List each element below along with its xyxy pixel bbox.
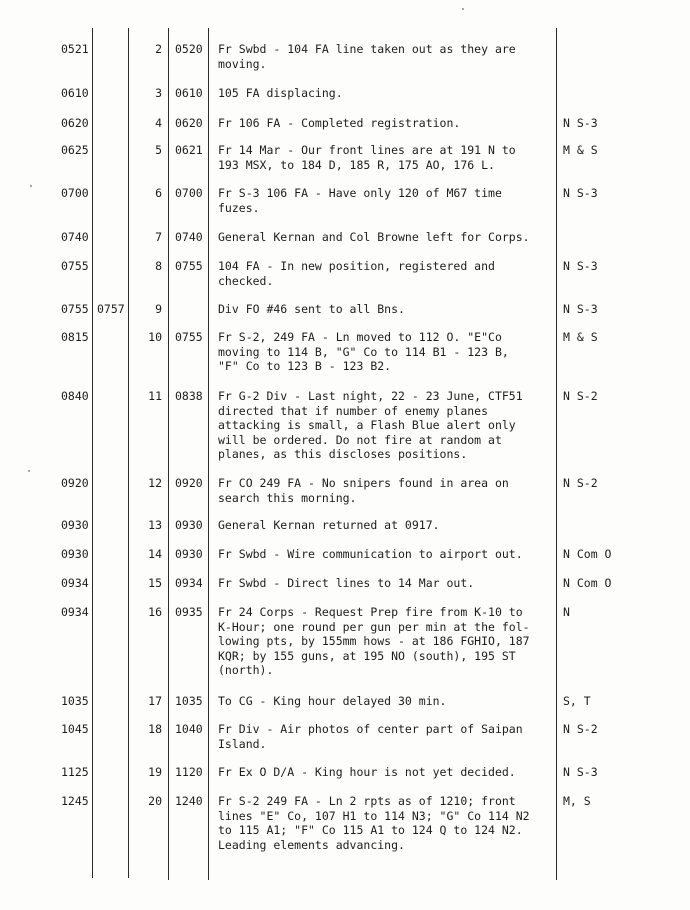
message-time: 0935: [175, 605, 203, 619]
serial-number: 13: [148, 518, 162, 532]
message-text: Fr Swbd - 104 FA line taken out as they are moving.: [218, 42, 516, 71]
message-time: 0838: [175, 389, 203, 403]
time-in: 0521: [61, 42, 89, 56]
message-time: 0920: [175, 476, 203, 490]
scan-speck: [30, 185, 32, 187]
serial-number: 9: [155, 302, 162, 316]
column-rule-2: [128, 28, 129, 878]
action-taken: N S-3: [563, 116, 598, 130]
action-taken: N S-3: [563, 765, 598, 779]
time-out: 0757: [97, 302, 125, 316]
message-time: 0930: [175, 518, 203, 532]
action-taken: N Com O: [563, 547, 612, 561]
serial-number: 17: [148, 694, 162, 708]
message-time: 0621: [175, 143, 203, 157]
time-in: 0755: [61, 302, 89, 316]
message-time: 0934: [175, 576, 203, 590]
message-text: Fr 106 FA - Completed registration.: [218, 116, 461, 130]
message-time: 0700: [175, 186, 203, 200]
serial-number: 19: [148, 765, 162, 779]
action-taken: M, S: [563, 794, 591, 808]
time-in: 0625: [61, 143, 89, 157]
action-taken: N S-3: [563, 259, 598, 273]
serial-number: 7: [155, 230, 162, 244]
message-time: 1240: [175, 794, 203, 808]
serial-number: 6: [155, 186, 162, 200]
action-taken: N Com O: [563, 576, 612, 590]
column-rule-5: [556, 28, 557, 880]
serial-number: 12: [148, 476, 162, 490]
message-text: 105 FA displacing.: [218, 86, 343, 100]
time-in: 0740: [61, 230, 89, 244]
message-time: 0610: [175, 86, 203, 100]
serial-number: 14: [148, 547, 162, 561]
scan-speck: [462, 8, 464, 10]
action-taken: N S-2: [563, 476, 598, 490]
serial-number: 10: [148, 330, 162, 344]
action-taken: N S-2: [563, 722, 598, 736]
serial-number: 20: [148, 794, 162, 808]
time-in: 0700: [61, 186, 89, 200]
message-time: 1120: [175, 765, 203, 779]
serial-number: 18: [148, 722, 162, 736]
serial-number: 4: [155, 116, 162, 130]
message-text: Fr S-3 106 FA - Have only 120 of M67 time fuzes.: [218, 186, 502, 215]
message-time: 0755: [175, 259, 203, 273]
message-text: Fr 14 Mar - Our front lines are at 191 N to 193 MSX, to 184 D, 185 R, 175 AO, 176 L.: [218, 143, 516, 172]
time-in: 0930: [61, 518, 89, 532]
serial-number: 2: [155, 42, 162, 56]
message-time: 0755: [175, 330, 203, 344]
message-time: 0520: [175, 42, 203, 56]
serial-number: 16: [148, 605, 162, 619]
message-text: Div FO #46 sent to all Bns.: [218, 302, 405, 316]
message-text: Fr G-2 Div - Last night, 22 - 23 June, CTF51 directed that if number of enemy planes attacking is small, a Flash Blue alert only will be ordered. Do not fire at random at planes, as this discloses positions.: [218, 389, 523, 462]
message-time: 1035: [175, 694, 203, 708]
action-taken: S, T: [563, 694, 591, 708]
serial-number: 15: [148, 576, 162, 590]
action-taken: N S-2: [563, 389, 598, 403]
message-text: General Kernan returned at 0917.: [218, 518, 440, 532]
time-in: 0920: [61, 476, 89, 490]
message-text: General Kernan and Col Browne left for Corps.: [218, 230, 530, 244]
time-in: 1045: [61, 722, 89, 736]
message-text: 104 FA - In new position, registered and checked.: [218, 259, 495, 288]
time-in: 0610: [61, 86, 89, 100]
message-text: Fr S-2, 249 FA - Ln moved to 112 O. "E"Co moving to 114 B, "G" Co to 114 B1 - 123 B, "F" Co to 123 B - 123 B2.: [218, 330, 509, 374]
message-text: Fr Swbd - Wire communication to airport out.: [218, 547, 523, 561]
time-in: 0930: [61, 547, 89, 561]
time-in: 0934: [61, 576, 89, 590]
message-text: To CG - King hour delayed 30 min.: [218, 694, 447, 708]
action-taken: N S-3: [563, 186, 598, 200]
message-time: 0620: [175, 116, 203, 130]
time-in: 0840: [61, 389, 89, 403]
time-in: 0755: [61, 259, 89, 273]
message-text: Fr Ex O D/A - King hour is not yet decided.: [218, 765, 516, 779]
serial-number: 5: [155, 143, 162, 157]
message-text: Fr CO 249 FA - No snipers found in area on search this morning.: [218, 476, 509, 505]
action-taken: M & S: [563, 143, 598, 157]
message-text: Fr S-2 249 FA - Ln 2 rpts as of 1210; front lines "E" Co, 107 H1 to 114 N3; "G" Co 114 N2 to 115 A1; "F" Co 115 A1 to 124 Q to 124 N2. Leading elements advancing.: [218, 794, 530, 852]
message-time: 1040: [175, 722, 203, 736]
message-time: 0930: [175, 547, 203, 561]
column-rule-3: [168, 28, 169, 880]
time-in: 1125: [61, 765, 89, 779]
time-in: 0815: [61, 330, 89, 344]
time-in: 1245: [61, 794, 89, 808]
action-taken: N: [563, 605, 570, 619]
message-text: Fr Swbd - Direct lines to 14 Mar out.: [218, 576, 475, 590]
serial-number: 3: [155, 86, 162, 100]
message-time: 0740: [175, 230, 203, 244]
time-in: 1035: [61, 694, 89, 708]
message-text: Fr Div - Air photos of center part of Saipan Island.: [218, 722, 523, 751]
action-taken: M & S: [563, 330, 598, 344]
action-taken: N S-3: [563, 302, 598, 316]
serial-number: 8: [155, 259, 162, 273]
scan-speck: [28, 470, 30, 472]
serial-number: 11: [148, 389, 162, 403]
message-text: Fr 24 Corps - Request Prep fire from K-10 to K-Hour; one round per gun per min at the fol- lowing pts, by 155mm hows - at 186 FGHIO, 187 KQR; by 155 guns, at 195 NO (south), 195 ST (north).: [218, 605, 530, 678]
time-in: 0934: [61, 605, 89, 619]
time-in: 0620: [61, 116, 89, 130]
